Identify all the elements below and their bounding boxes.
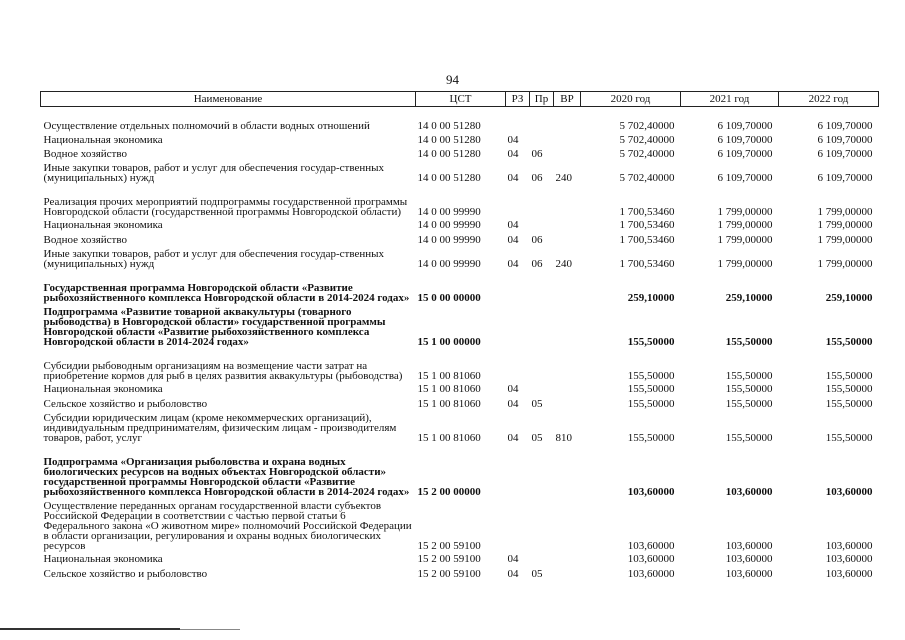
cell-2020: 103,60000 — [627, 539, 675, 552]
cell-rz — [506, 303, 530, 347]
cell-2021: 6 109,70000 — [717, 171, 773, 184]
cell-2022: 6 109,70000 — [817, 133, 873, 146]
header-name: Наименование — [41, 92, 416, 107]
cell-vr — [554, 443, 581, 497]
cell-cst: 14 0 00 51280 — [417, 119, 481, 132]
header-2020: 2020 год — [581, 92, 681, 107]
cell-name: Водное хозяйство — [43, 147, 127, 160]
cell-vr — [554, 381, 581, 394]
cell-name: Государственная программа Новгородской области «Развитие рыбохозяйственного комплекса Новгородской области в 2014-2024 годах» — [43, 281, 410, 304]
cell-rz: 04 — [507, 431, 519, 444]
cell-vr — [554, 145, 581, 159]
cell-name: Подпрограмма «Организация рыболовства и охрана водных биологических ресурсов на водных объектах Новгородской области» государственной программы Новгородской области «Развитие рыбохозяйственного комплекса Новгородской области в 2014-2024 годах» — [43, 455, 410, 498]
cell-2021: 155,50000 — [725, 397, 773, 410]
table-row — [41, 269, 879, 303]
cell-pr — [530, 381, 554, 394]
cell-vr — [554, 497, 581, 551]
cell-cst: 15 1 00 81060 — [417, 369, 481, 382]
cell-pr: 06 — [531, 171, 543, 184]
cell-2021: 6 109,70000 — [717, 133, 773, 146]
cell-2020: 155,50000 — [627, 369, 675, 382]
cell-2022: 103,60000 — [825, 552, 873, 565]
cell-vr — [554, 394, 581, 409]
cell-2022: 259,10000 — [825, 291, 873, 304]
cell-2020: 155,50000 — [627, 335, 675, 348]
cell-2020: 155,50000 — [627, 382, 675, 395]
cell-vr: 240 — [555, 171, 572, 184]
table-row — [41, 245, 879, 269]
cell-2022: 103,60000 — [825, 567, 873, 580]
cell-2022: 155,50000 — [825, 369, 873, 382]
table-row — [41, 551, 879, 564]
table-row — [41, 394, 879, 409]
table-header-row — [41, 92, 879, 107]
footer-divider — [0, 628, 180, 630]
cell-rz — [506, 183, 530, 217]
table-row — [41, 443, 879, 497]
cell-2021: 1 799,00000 — [717, 205, 773, 218]
cell-name: Иные закупки товаров, работ и услуг для обеспечения государ-ственных (муниципальных) нужд — [43, 161, 385, 184]
cell-cst: 15 1 00 00000 — [417, 335, 481, 348]
cell-2020: 5 702,40000 — [619, 171, 675, 184]
cell-rz: 04 — [507, 257, 519, 270]
cell-vr — [554, 183, 581, 217]
table-row — [41, 303, 879, 347]
cell-rz: 04 — [507, 218, 519, 231]
cell-name: Реализация прочих мероприятий подпрограммы государственной программы Новгородской области (государственной программы Новгородской области) — [43, 195, 408, 218]
table-row — [41, 230, 879, 245]
cell-2022: 6 109,70000 — [817, 147, 873, 160]
header-2022: 2022 год — [779, 92, 879, 107]
header-cst: ЦСТ — [416, 92, 506, 107]
cell-2022: 1 799,00000 — [817, 205, 873, 218]
cell-name: Водное хозяйство — [43, 233, 127, 246]
cell-2021: 6 109,70000 — [717, 119, 773, 132]
cell-name: Национальная экономика — [43, 382, 163, 395]
cell-rz: 04 — [507, 567, 519, 580]
cell-2020: 155,50000 — [627, 397, 675, 410]
cell-cst: 15 1 00 81060 — [417, 397, 481, 410]
cell-2022: 155,50000 — [825, 382, 873, 395]
cell-pr — [530, 497, 554, 551]
cell-pr: 06 — [531, 257, 543, 270]
cell-2022: 155,50000 — [825, 335, 873, 348]
cell-2021: 103,60000 — [725, 485, 773, 498]
cell-name: Субсидии рыбоводным организациям на возмещение части затрат на приобретение кормов для рыб в целях развития аквакультуры (рыбоводства) — [43, 359, 403, 382]
cell-vr: 240 — [555, 257, 572, 270]
table-row — [41, 217, 879, 230]
cell-2020: 1 700,53460 — [619, 205, 675, 218]
table-body — [41, 107, 879, 579]
cell-cst: 14 0 00 51280 — [417, 147, 481, 160]
cell-2021: 259,10000 — [725, 291, 773, 304]
cell-name: Осуществление отдельных полномочий в области водных отношений — [43, 119, 370, 132]
cell-cst: 15 0 00 00000 — [417, 291, 481, 304]
cell-rz: 04 — [507, 147, 519, 160]
cell-cst: 14 0 00 99990 — [417, 233, 481, 246]
cell-pr: 05 — [531, 567, 543, 580]
cell-pr: 06 — [531, 147, 543, 160]
cell-name: Сельское хозяйство и рыболовство — [43, 567, 208, 580]
cell-rz — [506, 347, 530, 381]
header-2021: 2021 год — [681, 92, 779, 107]
table-row — [41, 381, 879, 394]
cell-2021: 103,60000 — [725, 567, 773, 580]
cell-pr — [530, 107, 554, 131]
table-row — [41, 159, 879, 183]
cell-2020: 103,60000 — [627, 485, 675, 498]
page-number: 94 — [446, 72, 459, 87]
cell-cst: 15 2 00 00000 — [417, 485, 481, 498]
cell-2020: 5 702,40000 — [619, 119, 675, 132]
cell-vr — [554, 107, 581, 131]
cell-rz: 04 — [507, 133, 519, 146]
cell-2020: 259,10000 — [627, 291, 675, 304]
cell-cst: 15 1 00 81060 — [417, 431, 481, 444]
table-row — [41, 347, 879, 381]
cell-2021: 1 799,00000 — [717, 218, 773, 231]
table-row — [41, 107, 879, 131]
header-rz: РЗ — [506, 92, 530, 107]
table-row — [41, 497, 879, 551]
budget-table — [40, 91, 879, 579]
cell-rz: 04 — [507, 233, 519, 246]
cell-name: Осуществление переданных органам государственной власти субъектов Российской Федерации в соответствии с частью первой статьи 6 Федерального закона «О животном мире» полномочий Российской Федерации в области организации, регулирования и охраны водных биологических ресурсов — [43, 499, 412, 552]
cell-2020: 5 702,40000 — [619, 133, 675, 146]
cell-name: Иные закупки товаров, работ и услуг для обеспечения государ-ственных (муниципальных) нужд — [43, 247, 385, 270]
cell-pr — [530, 131, 554, 145]
cell-2021: 103,60000 — [725, 552, 773, 565]
table-row — [41, 183, 879, 217]
cell-2020: 103,60000 — [627, 567, 675, 580]
cell-pr — [530, 217, 554, 230]
cell-vr: 810 — [555, 431, 572, 444]
cell-cst: 14 0 00 99990 — [417, 218, 481, 231]
cell-2021: 155,50000 — [725, 335, 773, 348]
cell-name: Национальная экономика — [43, 552, 163, 565]
table-row — [41, 145, 879, 159]
cell-2020: 155,50000 — [627, 431, 675, 444]
cell-vr — [554, 551, 581, 564]
cell-vr — [554, 347, 581, 381]
cell-2022: 1 799,00000 — [817, 218, 873, 231]
cell-pr — [530, 443, 554, 497]
cell-vr — [554, 131, 581, 145]
cell-pr — [530, 303, 554, 347]
cell-rz: 04 — [507, 171, 519, 184]
table-row — [41, 564, 879, 579]
cell-2021: 103,60000 — [725, 539, 773, 552]
cell-rz — [506, 269, 530, 303]
cell-2022: 6 109,70000 — [817, 119, 873, 132]
cell-2021: 155,50000 — [725, 382, 773, 395]
cell-cst: 14 0 00 51280 — [417, 133, 481, 146]
cell-2022: 155,50000 — [825, 397, 873, 410]
cell-vr — [554, 269, 581, 303]
cell-rz — [506, 443, 530, 497]
table-row — [41, 409, 879, 443]
cell-cst: 14 0 00 51280 — [417, 171, 481, 184]
cell-rz: 04 — [507, 382, 519, 395]
cell-2020: 5 702,40000 — [619, 147, 675, 160]
cell-pr — [530, 347, 554, 381]
cell-2021: 155,50000 — [725, 431, 773, 444]
table-row — [41, 131, 879, 145]
cell-2021: 1 799,00000 — [717, 257, 773, 270]
cell-2022: 1 799,00000 — [817, 233, 873, 246]
cell-cst: 15 2 00 59100 — [417, 567, 481, 580]
cell-pr: 05 — [531, 397, 543, 410]
cell-2020: 1 700,53460 — [619, 233, 675, 246]
cell-2022: 155,50000 — [825, 431, 873, 444]
cell-vr — [554, 564, 581, 579]
cell-name: Национальная экономика — [43, 218, 163, 231]
cell-vr — [554, 303, 581, 347]
cell-cst: 15 2 00 59100 — [417, 539, 481, 552]
cell-pr: 06 — [531, 233, 543, 246]
cell-cst: 14 0 00 99990 — [417, 257, 481, 270]
cell-name: Сельское хозяйство и рыболовство — [43, 397, 208, 410]
cell-2020: 103,60000 — [627, 552, 675, 565]
cell-2021: 6 109,70000 — [717, 147, 773, 160]
footer-divider-thin — [180, 629, 240, 630]
cell-rz: 04 — [507, 552, 519, 565]
cell-2022: 103,60000 — [825, 485, 873, 498]
cell-cst: 14 0 00 99990 — [417, 205, 481, 218]
cell-rz: 04 — [507, 397, 519, 410]
cell-2021: 155,50000 — [725, 369, 773, 382]
cell-vr — [554, 217, 581, 230]
cell-name: Подпрограмма «Развитие товарной аквакультуры (товарного рыбоводства) в Новгородской области» государственной программы Новгородской области «Развитие рыбохозяйственного комплекса Новгородской области в 2014-2024 годах» — [43, 305, 386, 348]
cell-2022: 6 109,70000 — [817, 171, 873, 184]
cell-pr — [530, 183, 554, 217]
cell-rz — [506, 107, 530, 131]
cell-2022: 1 799,00000 — [817, 257, 873, 270]
cell-pr — [530, 551, 554, 564]
cell-2020: 1 700,53460 — [619, 257, 675, 270]
cell-pr — [530, 269, 554, 303]
cell-vr — [554, 230, 581, 245]
header-pr: Пр — [530, 92, 554, 107]
cell-2020: 1 700,53460 — [619, 218, 675, 231]
cell-2021: 1 799,00000 — [717, 233, 773, 246]
cell-pr: 05 — [531, 431, 543, 444]
cell-2022: 103,60000 — [825, 539, 873, 552]
cell-name: Субсидии юридическим лицам (кроме некоммерческих организаций), индивидуальным предпринимателям, физическим лицам - производителям товаров, работ, услуг — [43, 411, 397, 444]
cell-name: Национальная экономика — [43, 133, 163, 146]
header-vr: ВР — [554, 92, 581, 107]
cell-cst: 15 1 00 81060 — [417, 382, 481, 395]
cell-rz — [506, 497, 530, 551]
cell-cst: 15 2 00 59100 — [417, 552, 481, 565]
